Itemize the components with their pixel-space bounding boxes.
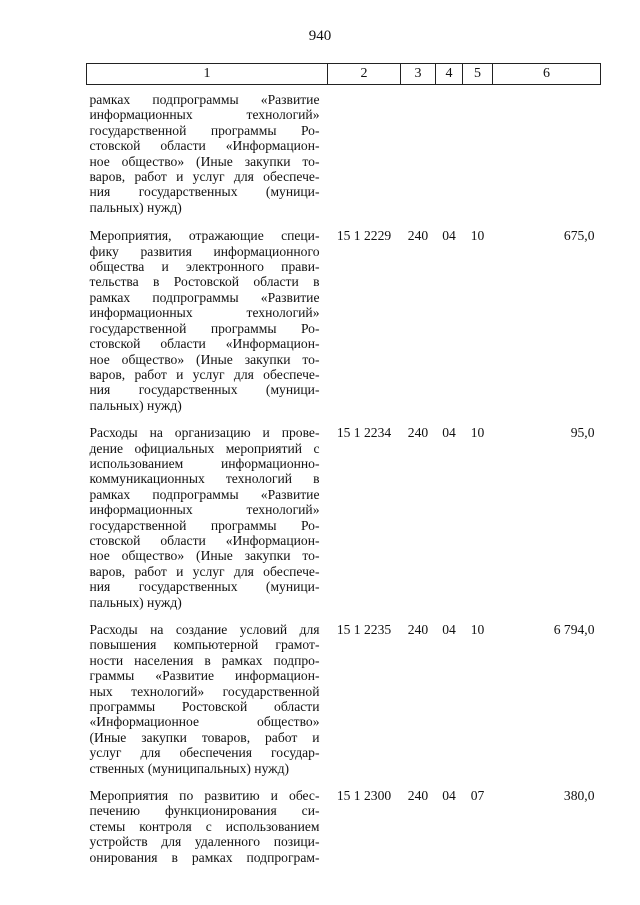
description-line: варов, работ и услуг для обеспече- [89,169,320,185]
row-rz: 04 [442,425,456,441]
description-line: информационных технологий» [89,502,320,518]
description-line: рамках подпрограммы «Развитие [89,92,320,107]
row-code: 15 1 2300 [336,788,392,804]
description-line: коммуникационных технологий в [89,471,320,487]
row-amount: 6 794,0 [553,622,595,637]
description-line: ственных (муниципальных) нужд) [89,760,290,776]
row-pr: 10 [470,228,485,244]
description-line: Расходы на создание условий для [89,622,320,637]
table-row [87,228,601,425]
header-cell-description: 1 [87,64,328,85]
table-row [87,622,601,788]
row-rz: 04 [442,788,456,804]
description-line: (Иные закупки товаров, работ и [89,729,320,745]
row-rz: 04 [442,622,456,637]
description-line: ное общество» (Иные закупки то- [89,548,320,564]
description-line: информационных технологий» [89,107,320,123]
description-line: Мероприятия по развитию и обес- [89,788,320,804]
description-line: Мероприятия, отражающие специ- [89,228,320,244]
description-line: пальных) нужд) [89,594,182,610]
row-amount: 95,0 [570,425,595,441]
description-line: использованием информационно- [89,455,320,471]
row-code: 15 1 2234 [336,425,392,441]
row-amount: 675,0 [563,228,595,244]
description-line: ния государственных (муници- [89,579,320,595]
description-line: рамках подпрограммы «Развитие [89,289,320,305]
header-cell-pr: 5 [463,64,493,85]
description-line: ное общество» (Иные закупки то- [89,153,320,169]
header-cell-code: 2 [328,64,401,85]
row-code [328,85,401,229]
description-line: общества и электронного прави- [89,259,320,275]
row-description [87,228,328,425]
row-amount [493,85,601,229]
description-line: пальных) нужд) [89,397,182,413]
row-pr [463,85,493,229]
table-row [87,425,601,622]
description-line: «Информационное общество» [89,714,320,730]
description-line: варов, работ и услуг для обеспече- [89,563,320,579]
description-line: стовской области «Информацион- [89,336,320,352]
description-line: ных технологий» государственной [89,683,320,699]
description-line: государственной программы Ро- [89,517,320,533]
description-line: ния государственных (муници- [89,382,320,398]
header-cell-rz: 4 [436,64,463,85]
row-pr: 07 [470,788,485,804]
description-line: ния государственных (муници- [89,184,320,200]
description-line: устройств для удаленного позици- [89,834,320,850]
description-line: стемы контроля с использованием [89,818,320,834]
header-cell-amount: 6 [493,64,601,85]
row-vr: 240 [407,425,429,441]
page-number: 940 [308,28,332,44]
row-vr: 240 [407,622,429,637]
row-amount: 380,0 [563,788,595,804]
row-rz [436,85,463,229]
description-line: информационных технологий» [89,305,320,321]
row-code: 15 1 2235 [336,622,392,637]
row-pr: 10 [470,425,485,441]
table-row [87,788,601,877]
budget-table [86,63,601,877]
description-line: рамках подпрограммы «Развитие [89,486,320,502]
description-line: варов, работ и услуг для обеспече- [89,366,320,382]
description-line: пальных) нужд) [89,199,182,215]
description-line: ное общество» (Иные закупки то- [89,351,320,367]
row-description [87,622,328,788]
row-vr [401,85,436,229]
description-line: фику развития информационного [89,243,320,259]
row-code: 15 1 2229 [336,228,392,244]
row-vr: 240 [407,788,429,804]
row-rz: 04 [442,228,456,244]
table-row [87,85,601,229]
row-pr: 10 [470,622,485,637]
description-line: услуг для обеспечения государ- [89,745,320,761]
header-cell-vr: 3 [401,64,436,85]
description-line: ности населения в рамках подпро- [89,652,320,668]
row-vr: 240 [407,228,429,244]
description-line: стовской области «Информацион- [89,138,320,154]
description-line: дение официальных мероприятий с [89,440,320,456]
row-description [87,85,328,229]
description-line: онирования в рамках подпрограм- [89,849,320,865]
header-row [87,64,601,85]
row-description [87,425,328,622]
description-line: тельства в Ростовской области в [89,274,320,290]
description-line: государственной программы Ро- [89,122,320,138]
description-line: Расходы на организацию и прове- [89,425,320,441]
description-line: повышения компьютерной грамот- [89,637,320,653]
description-line: граммы «Развитие информацион- [89,668,320,684]
description-line: программы Ростовской области [89,699,320,715]
description-line: стовской области «Информацион- [89,532,320,548]
row-description [87,788,328,877]
description-line: государственной программы Ро- [89,320,320,336]
description-line: печению функционирования си- [89,803,320,819]
